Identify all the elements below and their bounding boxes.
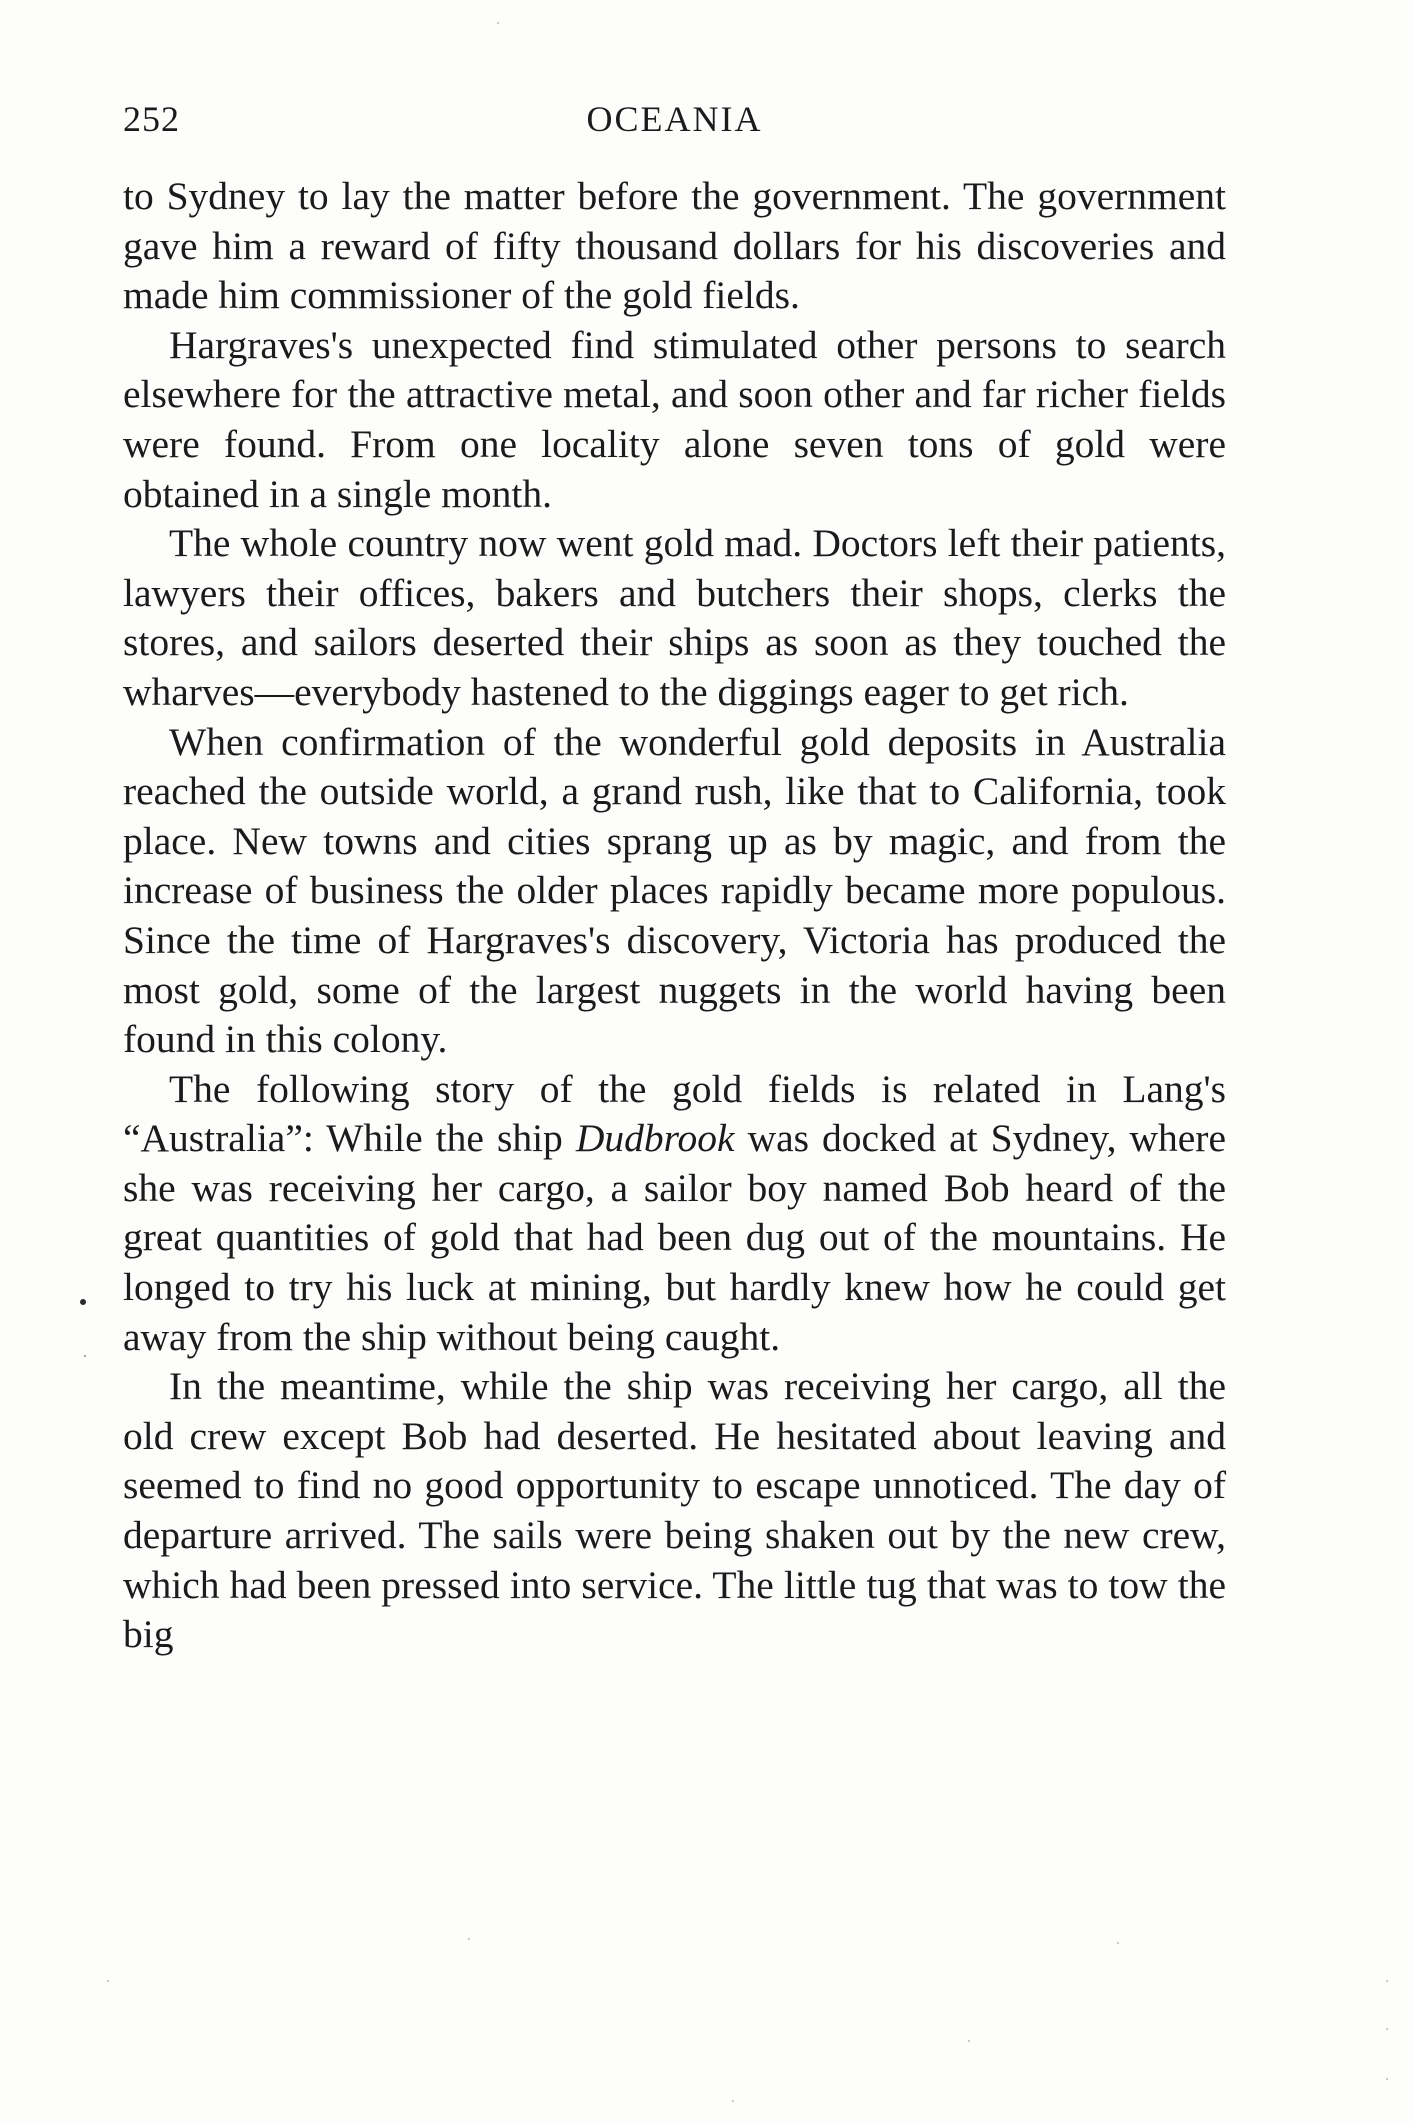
paragraph-4: When confirmation of the wonderful gold deposits in Australia reached the outside world, a grand rush, like that to California, took place. New towns and cities sprang up as by magic, and from the increase of business the older places rapidly became more populous. Since the time of Hargraves's discovery, Victoria has produced the most gold, some of the largest nuggets in the world having been found in this colony. [123, 719, 1226, 1062]
paragraph-5 [123, 1065, 1226, 1363]
paragraph-5-text-start: The following story of the gold fields is related in Lang's “Australia”: While the ship [123, 1066, 1226, 1161]
margin-mark [80, 1299, 86, 1305]
running-head: OCEANIA [586, 99, 763, 139]
body-text [123, 172, 1226, 1660]
page-number: 252 [123, 99, 180, 139]
page-header [123, 98, 1226, 148]
margin-speck [84, 1355, 86, 1357]
paragraph-6: In the meantime, while the ship was receiving her cargo, all the old crew except Bob had deserted. He hesitated about leaving and seemed to find no good opportunity to escape unnoticed. The day of departure arrived. The sails were being shaken out by the new crew, which had been pressed into service. The little tug that was to tow the big [123, 1364, 1226, 1657]
paragraph-1: to Sydney to lay the matter before the government. The government gave him a reward of fifty thousand dollars for his discoveries and made him commissioner of the gold fields. [123, 174, 1226, 318]
paragraph-3: The whole country now went gold mad. Doctors left their patients, lawyers their offices, bakers and butchers their shops, clerks the stores, and sailors deserted their ships as soon as they touched the wharves—everybody hastened to the diggings eager to get rich. [123, 521, 1226, 714]
paragraph-2: Hargraves's unexpected find stimulated other persons to search elsewhere for the attractive metal, and soon other and far richer fields were found. From one locality alone seven tons of gold were obtained in a single month. [123, 322, 1226, 516]
paragraph-5-text-end: was docked at Sydney, where she was receiving her cargo, a sailor boy named Bob heard of the great quantities of gold that had been dug out of the mountains. He longed to try his luck at mining, but hardly knew how he could get away from the ship without being caught. [123, 1116, 1226, 1359]
ship-name: Dudbrook [575, 1116, 735, 1161]
